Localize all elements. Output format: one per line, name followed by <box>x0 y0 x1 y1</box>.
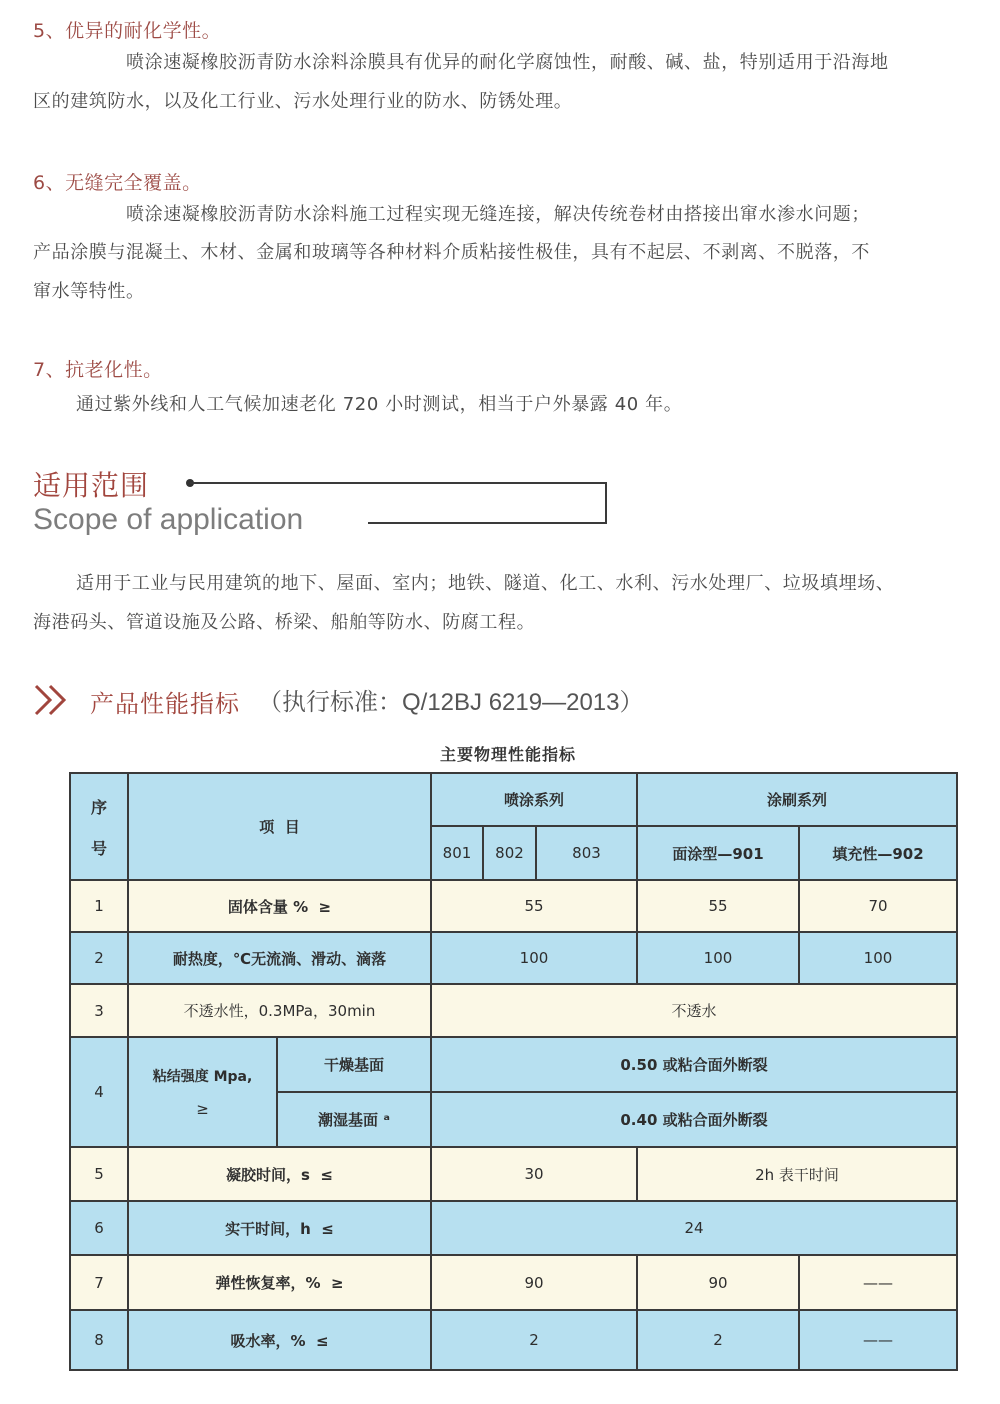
divider-line <box>605 482 607 524</box>
row-4-no: 4 <box>94 1083 104 1101</box>
table-border <box>127 772 129 1371</box>
row-7-item: 弹性恢复率，% ≥ <box>215 1274 344 1292</box>
row-3-item: 不透水性，0.3MPa，30min <box>183 1002 376 1020</box>
row-3-all: 不透水 <box>671 1002 717 1020</box>
row-2-901: 100 <box>703 949 733 967</box>
row-4-sub-2-label: 潮湿基面 ᵃ <box>317 1111 391 1129</box>
row-4-sub-1-label: 干燥基面 <box>323 1056 384 1074</box>
row-6-item: 实干时间，h ≤ <box>225 1219 334 1238</box>
row-1-spray: 55 <box>524 897 544 915</box>
table-border <box>430 772 432 1371</box>
row-3-no: 3 <box>94 1001 104 1020</box>
row-1-item: 固体含量 % ≥ <box>227 897 332 916</box>
table-border <box>798 1254 800 1371</box>
table-border <box>70 1146 958 1148</box>
row-4-item-symbol: ≥ <box>196 1100 209 1118</box>
header-model-801: 801 <box>442 844 472 862</box>
scope-line-1: 适用于工业与民用建筑的地下、屋面、室内；地铁、隧道、化工、水利、污水处理厂、垃圾填埋场、 <box>76 573 895 594</box>
section-6-line-1: 喷涂速凝橡胶沥青防水涂料施工过程实现无缝连接，解决传统卷材由搭接出窜水渗水问题； <box>126 204 870 225</box>
scope-line-2: 海港码头、管道设施及公路、桥梁、船舶等防水、防腐工程。 <box>33 612 536 633</box>
table-border <box>535 825 537 881</box>
section-5-line-1: 喷涂速凝橡胶沥青防水涂料涂膜具有优异的耐化学腐蚀性，耐酸、碱、盐，特别适用于沿海地 <box>126 52 889 73</box>
row-6-all: 24 <box>684 1219 704 1237</box>
section-6-line-2: 产品涂膜与混凝土、木材、金属和玻璃等各种材料介质粘接性极佳，具有不起层、不剥离、不脱落，不 <box>33 242 870 263</box>
row-1-no: 1 <box>94 897 104 915</box>
row-8-spray: 2 <box>529 1331 539 1349</box>
scope-title-cn: 适用范围 <box>33 469 150 502</box>
row-1-902: 70 <box>868 897 888 915</box>
divider-line <box>368 522 607 524</box>
row-5-spray: 30 <box>524 1165 544 1183</box>
header-spray-series: 喷涂系列 <box>503 791 564 809</box>
table-border <box>70 1036 958 1038</box>
row-8-901: 2 <box>713 1331 723 1349</box>
double-chevron-right-icon <box>33 683 71 721</box>
row-4-sub-2-value: 0.40 或粘合面外断裂 <box>620 1111 768 1129</box>
table-border <box>70 1254 958 1256</box>
divider-line <box>190 482 607 484</box>
table-border <box>276 1036 278 1148</box>
table-caption: 主要物理性能指标 <box>440 745 577 764</box>
row-8-item: 吸水率，% ≤ <box>230 1331 329 1350</box>
table-border <box>70 772 958 774</box>
row-8-no: 8 <box>94 1331 104 1349</box>
row-2-no: 2 <box>94 949 104 967</box>
table-border <box>482 825 484 881</box>
table-border <box>431 825 958 827</box>
scope-title-en: Scope of application <box>33 503 304 536</box>
section-6-heading: 6、无缝完全覆盖。 <box>33 172 202 194</box>
table-border <box>69 772 71 1371</box>
row-8-902: —— <box>863 1331 893 1349</box>
row-4-sub-1-value: 0.50 或粘合面外断裂 <box>620 1056 768 1074</box>
table-border <box>70 983 958 985</box>
header-seq <box>70 773 128 880</box>
row-4-item-label: 粘结强度 Mpa, <box>152 1069 253 1085</box>
row-7-no: 7 <box>94 1273 104 1292</box>
section-6-line-3: 窜水等特性。 <box>33 281 145 302</box>
row-7-902: —— <box>863 1273 893 1292</box>
row-5-no: 5 <box>94 1165 104 1183</box>
table-border <box>70 931 958 933</box>
row-7-spray: 90 <box>524 1273 544 1292</box>
row-5-item: 凝胶时间，s ≤ <box>226 1165 333 1184</box>
table-border <box>636 1146 638 1202</box>
table-border <box>636 1254 638 1371</box>
table-border <box>70 1369 958 1371</box>
header-model-803: 803 <box>572 844 601 862</box>
table-border <box>277 1091 958 1093</box>
row-2-spray: 100 <box>519 949 549 967</box>
table-border <box>70 879 958 881</box>
section-7-heading: 7、抗老化性。 <box>33 359 163 381</box>
row-2-item: 耐热度，℃无流淌、滑动、滴落 <box>172 949 387 968</box>
section-5-heading: 5、优异的耐化学性。 <box>33 20 222 42</box>
performance-title: 产品性能指标 <box>90 690 240 718</box>
section-5-line-2: 区的建筑防水，以及化工行业、污水处理行业的防水、防锈处理。 <box>33 91 573 112</box>
row-1-901: 55 <box>708 897 728 915</box>
table-border <box>798 825 800 985</box>
table-border <box>70 1200 958 1202</box>
performance-standard: （执行标准：Q/12BJ 6219—2013） <box>258 689 644 716</box>
header-seq-char-1: 序 <box>90 797 107 817</box>
header-model-902: 填充性—902 <box>832 844 924 863</box>
header-model-802: 802 <box>495 844 524 862</box>
row-6-no: 6 <box>94 1219 104 1237</box>
table-border <box>956 772 958 1371</box>
row-5-brush: 2h 表干时间 <box>755 1165 839 1184</box>
section-7-line-1: 通过紫外线和人工气候加速老化 720 小时测试，相当于户外暴露 40 年。 <box>76 394 683 415</box>
row-4-item <box>128 1037 277 1147</box>
header-item: 项 目 <box>259 818 300 836</box>
header-seq-char-2: 号 <box>90 838 107 858</box>
table-border <box>636 772 638 985</box>
row-2-902: 100 <box>863 949 893 967</box>
table-border <box>70 1309 958 1311</box>
row-7-901: 90 <box>708 1273 728 1292</box>
header-brush-series: 涂刷系列 <box>766 791 827 809</box>
header-model-901: 面涂型—901 <box>672 844 764 863</box>
